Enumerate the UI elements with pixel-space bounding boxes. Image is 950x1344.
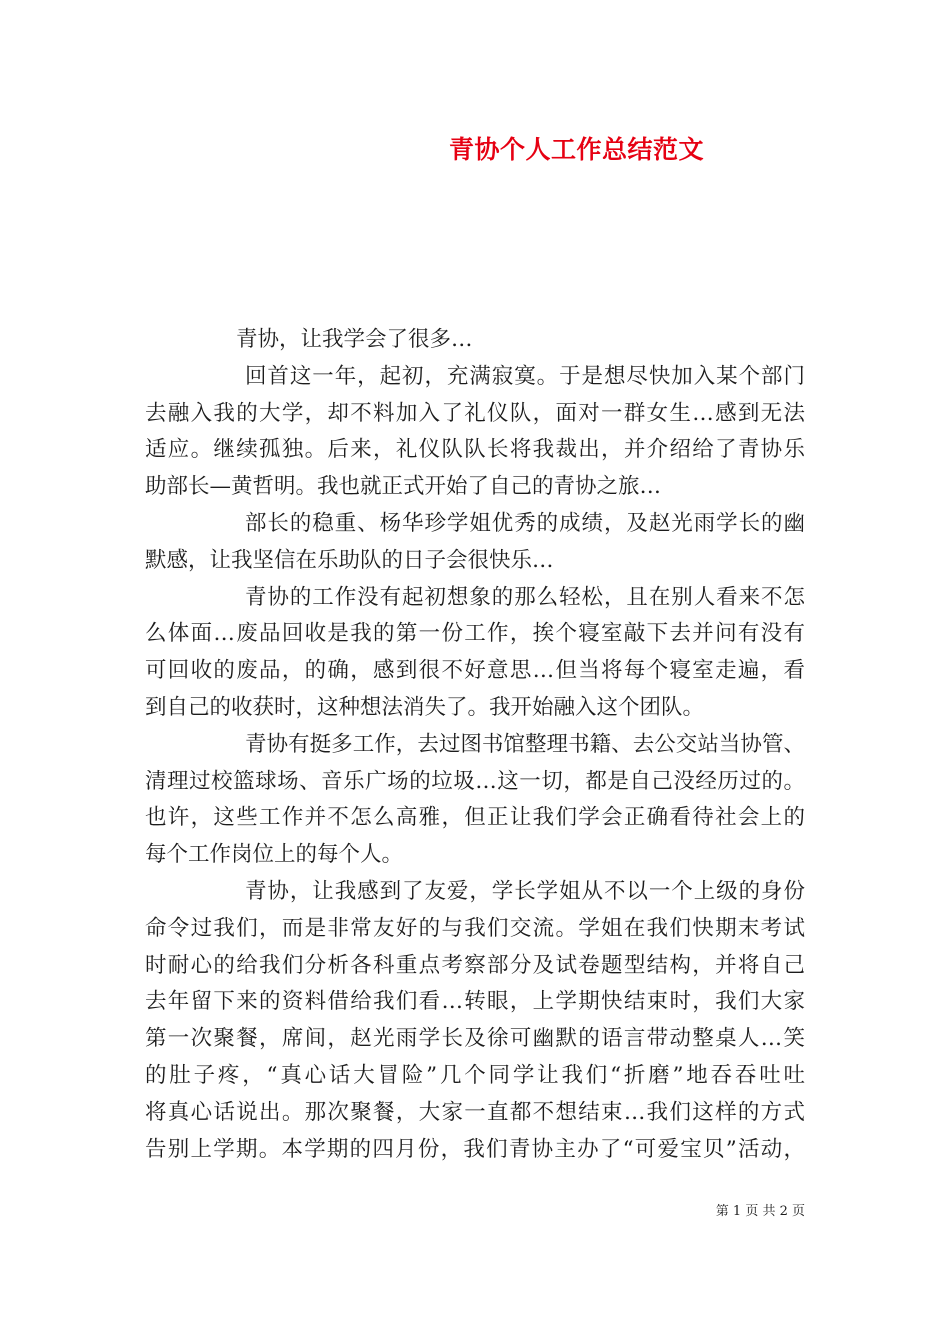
text-line: 部长的稳重、杨华珍学姐优秀的成绩，及赵光雨学长的幽 <box>245 510 805 536</box>
text-line: 适应。继续孤独。后来，礼仪队队长将我裁出，并介绍给了青协乐 <box>145 437 805 463</box>
text-line: 时耐心的给我们分析各科重点考察部分及试卷题型结构，并将自己 <box>145 952 805 978</box>
text-line: 将真心话说出。那次聚餐，大家一直都不想结束…我们这样的方式 <box>145 1099 805 1125</box>
paragraph <box>145 506 805 580</box>
text-line: 青协，让我感到了友爱，学长学姐从不以一个上级的身份 <box>245 878 805 904</box>
page-number-footer: 第 1 页 共 2 页 <box>715 1204 805 1219</box>
text-line: 第一次聚餐，席间，赵光雨学长及徐可幽默的语言带动整桌人…笑 <box>145 1026 805 1052</box>
text-line: 可回收的废品，的确，感到很不好意思…但当将每个寝室走遍，看 <box>145 658 805 684</box>
paragraph <box>145 359 805 506</box>
text-line: 去年留下来的资料借给我们看…转眼，上学期快结束时，我们大家 <box>145 989 805 1015</box>
text-line: 的肚子疼，“真心话大冒险”几个同学让我们“折磨”地吞吞吐吐 <box>145 1062 805 1088</box>
text-line: 也许，这些工作并不怎么高雅，但正让我们学会正确看待社会上的 <box>145 805 805 831</box>
text-line: 去融入我的大学，却不料加入了礼仪队，面对一群女生…感到无法 <box>145 400 805 426</box>
text-line: 青协，让我学会了很多… <box>236 327 473 352</box>
paragraph <box>145 874 805 1168</box>
text-line: 清理过校篮球场、音乐广场的垃圾…这一切，都是自己没经历过的。 <box>145 768 805 794</box>
text-line: 到自己的收获时，这种想法消失了。我开始融入这个团队。 <box>145 694 705 720</box>
document-title: 青协个人工作总结范文 <box>449 135 705 164</box>
text-line: 么体面…废品回收是我的第一份工作，挨个寝室敲下去并问有没有 <box>145 621 805 647</box>
paragraph <box>145 322 805 359</box>
paragraph <box>145 727 805 874</box>
text-line: 告别上学期。本学期的四月份，我们青协主办了“可爱宝贝”活动， <box>145 1136 805 1162</box>
text-line: 助部长—黄哲明。我也就正式开始了自己的青协之旅… <box>145 474 662 500</box>
text-line: 默感，让我坚信在乐助队的日子会很快乐… <box>145 547 554 573</box>
text-line: 每个工作岗位上的每个人。 <box>145 842 404 868</box>
text-line: 青协的工作没有起初想象的那么轻松，且在别人看来不怎 <box>245 584 805 610</box>
paragraph <box>145 580 805 727</box>
text-line: 青协有挺多工作，去过图书馆整理书籍、去公交站当协管、 <box>245 731 805 757</box>
document-body <box>145 322 805 1168</box>
text-line: 回首这一年，起初，充满寂寞。于是想尽快加入某个部门 <box>245 363 805 389</box>
text-line: 命令过我们，而是非常友好的与我们交流。学姐在我们快期末考试 <box>145 915 805 941</box>
